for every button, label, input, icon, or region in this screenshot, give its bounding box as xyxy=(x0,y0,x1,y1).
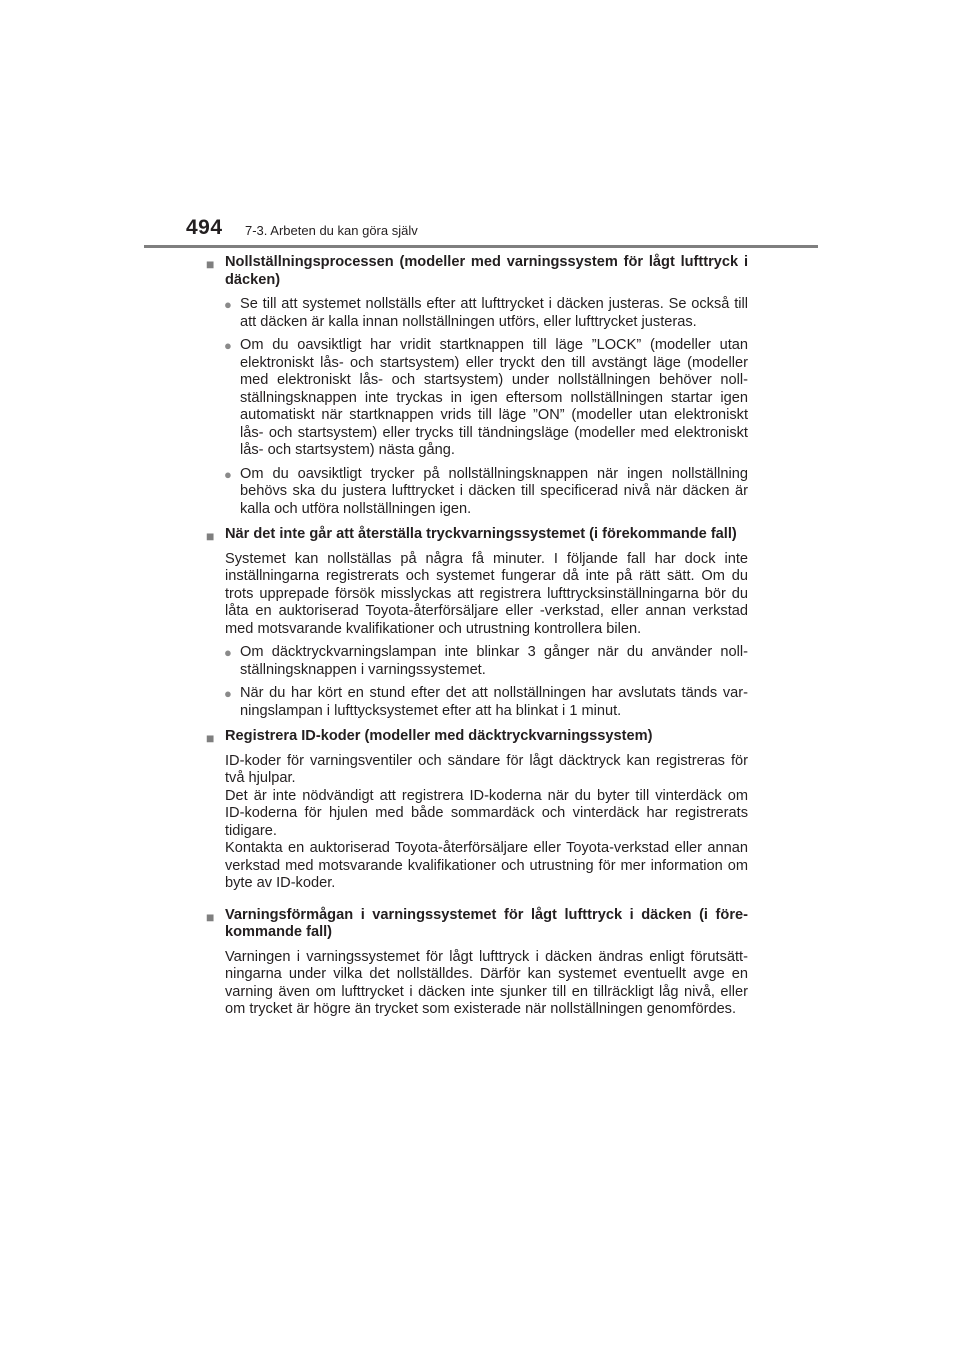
square-bullet-icon: ■ xyxy=(206,730,215,746)
heading-text: Varningsförmågan i varningssystemet för lågt lufttryck i däcken (i förekommande fall) xyxy=(225,906,748,940)
heading-text: När det inte går att återställa tryckvarningssystemet (i förekommande fall) xyxy=(225,526,737,542)
round-bullet-icon: ● xyxy=(224,645,232,660)
round-bullet-icon: ● xyxy=(224,338,232,353)
paragraph: Varningen i varningssystemet för lågt lufttryck i däcken ändras enligt förutsättningarna under vilka det nollställdes. Därför kan systemet eventuellt avge en varning även om lufttrycket i däcken inte sjunker till en tillräckligt låg nivå, eller om trycket är högre än trycket som existerade när nollställningen genomfördes. xyxy=(225,948,748,1017)
paragraph: Systemet kan nollställas på några få minuter. I följande fall har dock inte inställningarna registrerats och systemet fungerar då inte på rätt sätt. Om du trots upprepade försök misslyckas att registrera lufttrycksinställningarna bör du låta en auktoriserad Toyota-återförsäljare eller -verkstad, eller annan verkstad med motsvarande kvalifikationer och utrustning kontrollera bilen. xyxy=(225,550,748,637)
paragraph-line: Kontakta en auktoriserad Toyota-återförsäljare eller Toyota-verkstad eller annan verkstad med motsvarande kvalifikationer och utrustning för mer information om byte av ID-koder. xyxy=(225,840,748,891)
heading-reset-failure xyxy=(206,526,748,544)
heading-text: Registrera ID-koder (modeller med däcktryckvarningssystem) xyxy=(225,728,653,744)
section-title: 7-3. Arbeten du kan göra själv xyxy=(245,223,418,238)
page-header xyxy=(186,214,820,248)
heading-register-id-codes xyxy=(206,728,748,746)
square-bullet-icon: ■ xyxy=(206,256,215,272)
bullet-text: Om du oavsiktligt trycker på nollställningsknappen när ingen nollställning behövs ska du justera lufttrycket i däcken till specificerad nivå när däcken är kalla och utföra nollställningen igen. xyxy=(240,465,748,517)
page-content xyxy=(206,254,748,1025)
paragraph xyxy=(206,753,748,893)
round-bullet-icon: ● xyxy=(224,297,232,312)
square-bullet-icon: ■ xyxy=(206,908,215,925)
round-bullet-icon: ● xyxy=(224,686,232,701)
header-rule xyxy=(144,245,818,248)
bullet-item xyxy=(206,466,748,519)
page-number: 494 xyxy=(186,216,223,239)
bullet-text: Se till att systemet nollställs efter att lufttrycket i däcken justeras. Se också till att däcken är kalla innan nollställningen utförs, eller lufttrycket justeras. xyxy=(240,296,748,330)
bullet-item xyxy=(206,337,748,460)
heading-text: Nollställningsprocessen (modeller med varningssystem för lågt lufttryck i däcken) xyxy=(225,254,748,288)
bullet-item xyxy=(206,296,748,331)
round-bullet-icon: ● xyxy=(224,466,232,482)
paragraph-line: ID-koder för varningsventiler och sändare för lågt däcktryck kan registreras för två hjulpar. xyxy=(225,752,748,786)
heading-reset-process xyxy=(206,254,748,289)
bullet-item xyxy=(206,644,748,679)
bullet-text: Om du oavsiktligt har vridit startknappen till läge ”LOCK” (modeller utan elektroniskt lås- och startsystem) eller tryckt den till avstängt läge (modeller med elektroniskt lås- och startsystem) under nollställningen behöver nollställningsknappen inte tryckas in igen eftersom nollställningen startar igen automatiskt när startknappen vrids till läge ”ON” (modeller utan elektroniskt lås- och startsystem) eller trycks till tändningsläge (modeller med elektroniskt lås- och startsystem) nästa gång. xyxy=(240,337,748,458)
square-bullet-icon: ■ xyxy=(206,528,215,544)
paragraph-line: Det är inte nödvändigt att registrera ID-koderna när du byter till vinterdäck om ID-koderna för hjulen med både sommardäck och vinterdäck har registrerats tidigare. xyxy=(225,787,748,839)
bullet-item xyxy=(206,685,748,720)
bullet-text: Om däcktryckvarningslampan inte blinkar 3 gånger när du använder nollställningsknappen i varningssystemet. xyxy=(240,644,748,678)
heading-warning-capability xyxy=(206,907,748,942)
bullet-text: När du har kört en stund efter det att nollställningen har avslutats tänds varningslampan i lufttycksystemet efter att ha blinkat i 1 minut. xyxy=(240,685,748,719)
